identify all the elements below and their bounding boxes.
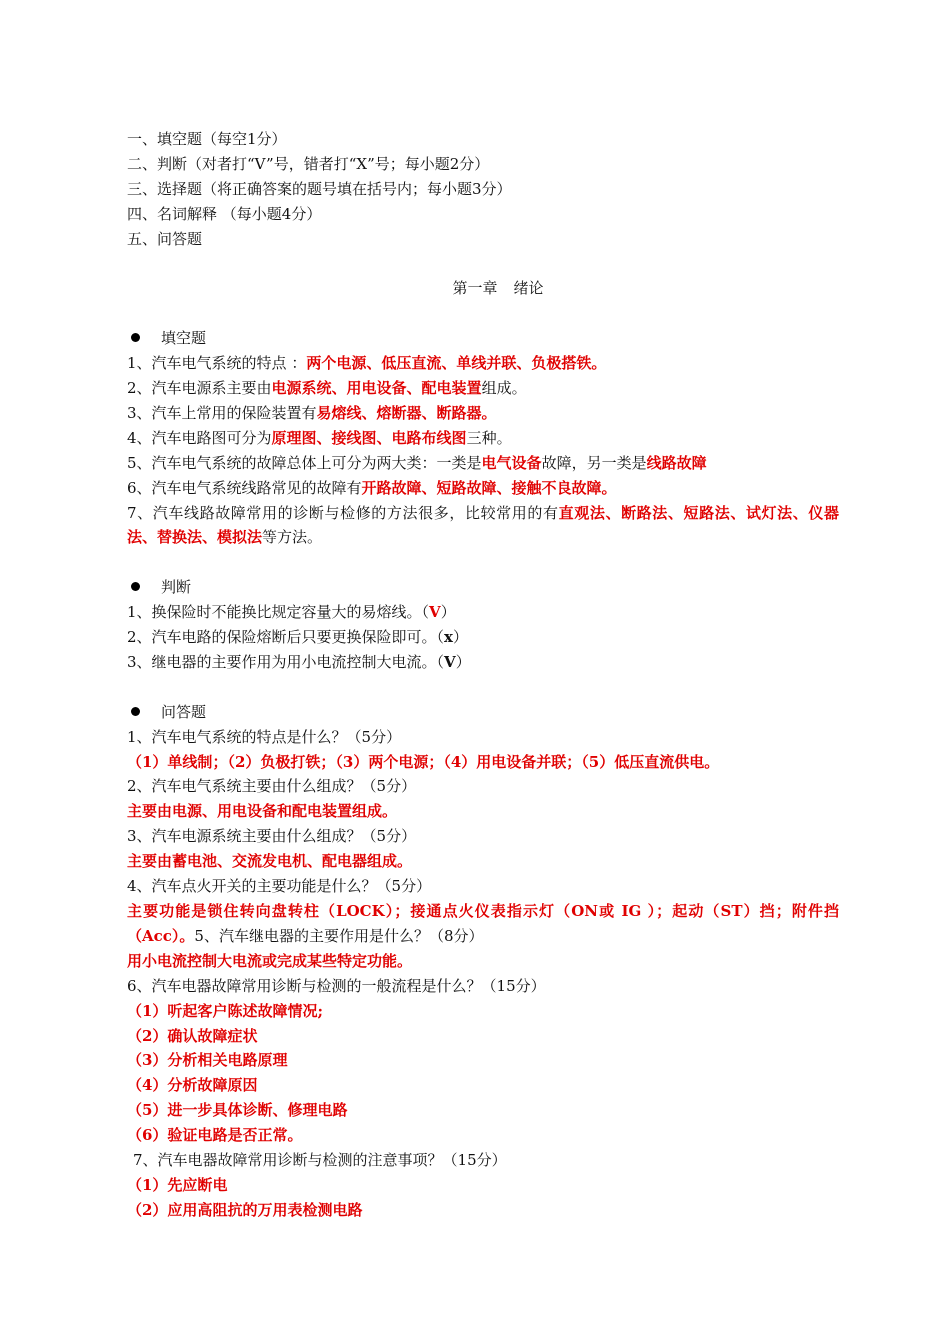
qa-question-2: 2、汽车电气系统主要由什么组成？（5分） (127, 777, 417, 796)
answer: 易熔线、熔断器、断路器。 (316, 403, 497, 422)
answer: 线路故障 (646, 453, 707, 472)
answer: 原理图、接线图、电路布线图 (271, 428, 467, 447)
fill-question-7: 7、汽车线路故障常用的诊断与检修的方法很多，比较常用的有直观法、断路法、短路法、试灯法、仪器法、替换法、模拟法等方法。 (127, 503, 839, 547)
answer: V (429, 603, 441, 622)
bullet-icon (131, 707, 140, 716)
qa-question-6: 6、汽车电器故障常用诊断与检测的一般流程是什么？（15分） (127, 976, 546, 995)
answer: 开路故障、短路故障、接触不良故障。 (361, 478, 617, 497)
chapter-title (127, 276, 839, 301)
answer: x (444, 628, 453, 647)
fill-question-6: 6、汽车电气系统线路常见的故障有开路故障、短路故障、接触不良故障。 (127, 478, 617, 497)
qa-answer-6-step-2: （2）确认故障症状 (127, 1026, 258, 1045)
exam-type-4: 四、名词解释 （每小题4分） (127, 204, 322, 223)
qa-question-4: 4、汽车点火开关的主要功能是什么？（5分） (127, 877, 432, 896)
answer: 两个电源、低压直流、单线并联、负极搭铁。 (306, 354, 607, 373)
exam-type-1: 一、填空题（每空1分） (127, 130, 287, 148)
judge-question-1: 1、换保险时不能换比规定容量大的易熔线。（V） (127, 603, 456, 622)
qa-question-5: 5、汽车继电器的主要作用是什么？（8分） (194, 926, 484, 945)
qa-answer-6-step-1: （1）听起客户陈述故障情况; (127, 1001, 323, 1020)
chapter-name: 绪论 (513, 279, 544, 298)
qa-section-heading: 问答题 (127, 700, 839, 725)
fill-question-4: 4、汽车电路图可分为原理图、接线图、电路布线图三种。 (127, 428, 512, 447)
bullet-icon (131, 333, 140, 342)
qa-answer-1: （1）单线制；（2）负极打铁；（3）两个电源；（4）用电设备并联；（5）低压直流供电。 (127, 752, 720, 771)
answer: V (444, 652, 456, 671)
qa-answer-6-step-5: （5）进一步具体诊断、修理电路 (127, 1101, 348, 1120)
fill-question-5: 5、汽车电气系统的故障总体上可分为两大类：一类是电气设备故障，另一类是线路故障 (127, 453, 707, 472)
qa-question-7: 7、汽车电器故障常用诊断与检测的注意事项？（15分） (133, 1151, 507, 1170)
answer: 电气设备 (481, 453, 542, 472)
fill-question-2: 2、汽车电源系主要由电源系统、用电设备、配电装置组成。 (127, 379, 527, 398)
judge-question-3: 3、继电器的主要作用为用小电流控制大电流。（V） (127, 652, 471, 671)
fill-question-3: 3、汽车上常用的保险装置有易熔线、熔断器、断路器。 (127, 403, 497, 422)
document-page (127, 127, 839, 1223)
judge-section-heading: 判断 (127, 575, 839, 600)
bullet-icon (131, 582, 140, 591)
qa-answer-6-step-4: （4）分析故障原因 (127, 1076, 258, 1095)
qa-answer-2: 主要由电源、用电设备和配电装置组成。 (127, 802, 398, 821)
exam-type-3: 三、选择题（将正确答案的题号填在括号内；每小题3分） (127, 179, 512, 198)
qa-answer-7-item-2: （2）应用高阻抗的万用表检测电路 (127, 1200, 363, 1219)
qa-answer-6-step-3: （3）分析相关电路原理 (127, 1051, 288, 1070)
qa-answer-3: 主要由蓄电池、交流发电机、配电器组成。 (127, 852, 413, 871)
exam-type-2: 二、判断（对者打“V”号，错者打“X”号；每小题2分） (127, 154, 490, 173)
qa-answer-7-item-1: （1）先应断电 (127, 1175, 228, 1194)
qa-answer-5: 用小电流控制大电流或完成某些特定功能。 (127, 951, 413, 970)
qa-question-1: 1、汽车电气系统的特点是什么？（5分） (127, 727, 402, 746)
qa-answer-4: 主要功能是锁住转向盘转柱（LOCK）；接通点火仪表指示灯（ON或 IG ）；起动（ST）挡；附件挡（Acc）。5、汽车继电器的主要作用是什么？（8分） (127, 902, 839, 945)
fill-section-heading: 填空题 (127, 326, 839, 351)
chapter-number: 第一章 (452, 279, 498, 298)
answer: 电源系统、用电设备、配电装置 (271, 379, 482, 398)
fill-question-1: 1、汽车电气系统的特点 ：两个电源、低压直流、单线并联、负极搭铁。 (127, 354, 607, 373)
exam-type-5: 五、问答题 (127, 229, 203, 248)
qa-question-3: 3、汽车电源系统主要由什么组成？（5分） (127, 827, 417, 846)
answer: 直观法、断路法、短路法、试灯法、仪器法、替换法、模拟法 (127, 503, 839, 547)
judge-question-2: 2、汽车电路的保险熔断后只要更换保险即可。（x） (127, 628, 469, 647)
qa-answer-6-step-6: （6）验证电路是否正常。 (127, 1126, 303, 1145)
